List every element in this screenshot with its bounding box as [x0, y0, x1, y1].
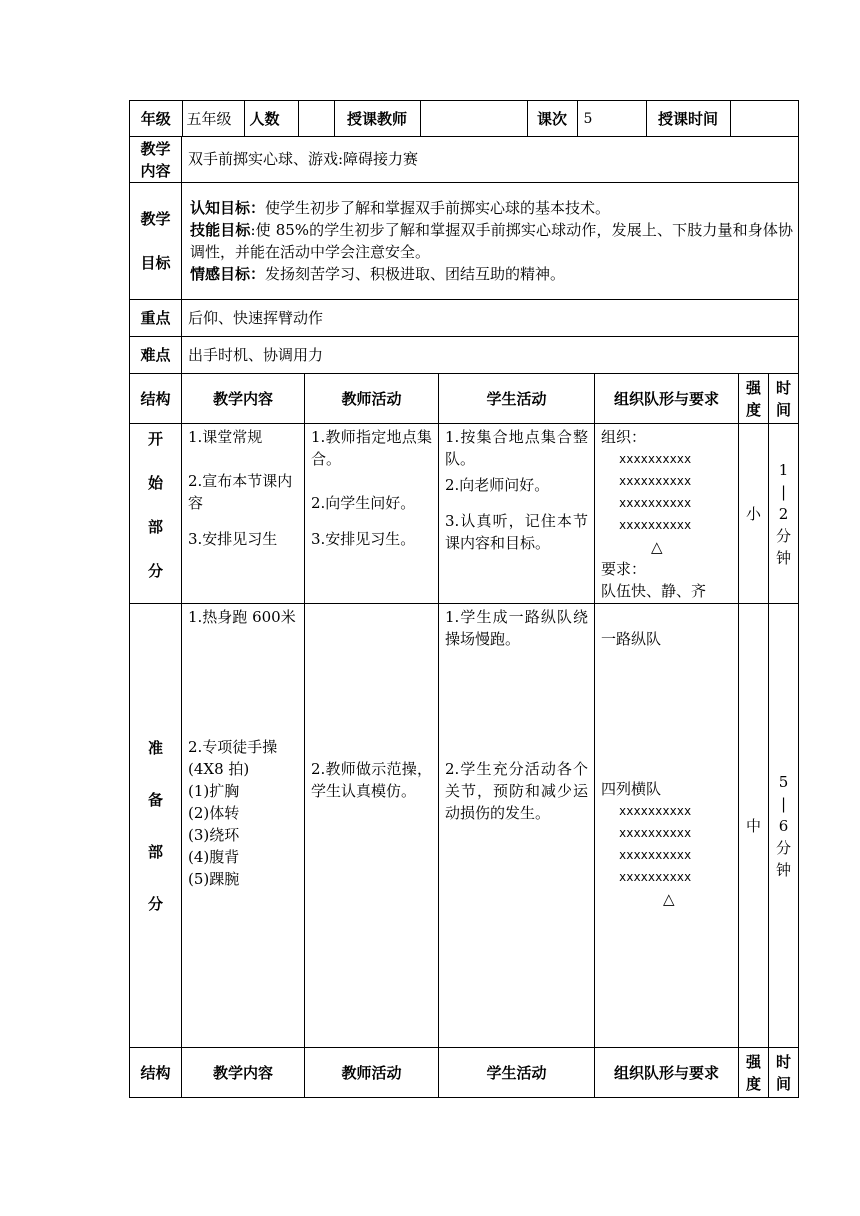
formation-row: xxxxxxxxxx: [619, 452, 692, 466]
col-teacher: 教师活动: [305, 374, 439, 424]
emotion-label: 情感目标：: [190, 265, 266, 283]
col-intensity: 强 度: [739, 1048, 769, 1098]
triangle-marker-icon: △: [651, 538, 663, 556]
skill-text: :使 85%的学生初步了解和掌握双手前掷实心球动作，发展上、下肢力量和身体协调性，并能在活动中学会注意安全。: [190, 221, 794, 261]
teacher-value: [420, 101, 527, 136]
time-label: 授课时间: [646, 101, 730, 136]
lesson-plan: [129, 100, 798, 1098]
section-start-content: 1.课堂常规 2.宣布本节课内容 3.安排见习生: [182, 424, 305, 604]
content-label: 教学 内容: [130, 137, 182, 183]
col-formation: 组织队形与要求: [595, 1048, 739, 1098]
formation-row: xxxxxxxxxx: [619, 870, 692, 884]
col-intensity: 强 度: [739, 374, 769, 424]
formation-row: xxxxxxxxxx: [619, 848, 692, 862]
section-prep-content: 1.热身跑 600米 2.专项徒手操(4X8 拍) (1)扩胸 (2)体转 (3)绕环 (4)腹背 (5)踝腕: [182, 604, 305, 1048]
section-start-formation: 组织： xxxxxxxxxx xxxxxxxxxx xxxxxxxxxx xxxxxxxxxx △ 要求： 队伍快、静、齐: [595, 424, 739, 604]
grade-value: 五年级: [182, 101, 244, 136]
formation-row: xxxxxxxxxx: [619, 474, 692, 488]
lesson-plan-table: [129, 100, 799, 1098]
section-prep-intensity: 中: [739, 604, 769, 1048]
section-prep-row: [130, 604, 799, 1048]
teacher-label: 授课教师: [346, 109, 407, 128]
section-start-teacher: 1.教师指定地点集合。 2.向学生问好。 3.安排见习生。: [305, 424, 439, 604]
section-prep-name: 准 备 部 分: [130, 604, 182, 1048]
exercise-item: (5)踝腕: [188, 870, 240, 888]
section-prep-formation: 一路纵队 四列横队 xxxxxxxxxx xxxxxxxxxx xxxxxxxxxx xxxxxxxxxx △: [595, 604, 739, 1048]
formation-row: xxxxxxxxxx: [619, 804, 692, 818]
section-prep-time: 5 | 6 分 钟: [769, 604, 799, 1048]
column-header-row-repeat: [130, 1048, 799, 1098]
section-start-time: 1 | 2 分 钟: [769, 424, 799, 604]
section-start-name: 开 始 部 分: [130, 424, 182, 604]
grade-label: 年级: [130, 101, 182, 136]
objectives-label: 教学 目标: [130, 183, 182, 300]
col-teacher: 教师活动: [305, 1048, 439, 1098]
content-value: 双手前掷实心球、游戏:障碍接力赛: [182, 137, 799, 183]
formation-row: xxxxxxxxxx: [619, 518, 692, 532]
lesson-label: 课次: [527, 101, 577, 136]
col-content: 教学内容: [182, 1048, 305, 1098]
formation-row: xxxxxxxxxx: [619, 826, 692, 840]
cognitive-text: 使学生初步了解和掌握双手前掷实心球的基本技术。: [265, 199, 611, 217]
difficulty-value: 出手时机、协调用力: [182, 337, 799, 374]
count-label: 人数: [244, 101, 298, 136]
col-time: 时 间: [769, 1048, 799, 1098]
key-point-value: 后仰、快速挥臂动作: [182, 300, 799, 337]
lesson-value: 5: [577, 101, 646, 136]
section-prep-teacher: 2.教师做示范操，学生认真模仿。: [305, 604, 439, 1048]
time-value: [730, 101, 797, 136]
col-structure: 结构: [130, 1048, 182, 1098]
col-formation: 组织队形与要求: [595, 374, 739, 424]
col-structure: 结构: [130, 374, 182, 424]
exercise-item: (1)扩胸: [188, 782, 240, 800]
difficulty-label: 难点: [130, 337, 182, 374]
formation-row: xxxxxxxxxx: [619, 496, 692, 510]
emotion-text: 发扬刻苦学习、积极进取、团结互助的精神。: [265, 265, 566, 283]
objectives-text: [182, 183, 799, 300]
col-content: 教学内容: [182, 374, 305, 424]
header-row: [130, 101, 797, 136]
section-prep-student: 1.学生成一路纵队绕操场慢跑。 2.学生充分活动各个关节，预防和减少运动损伤的发生。: [439, 604, 595, 1048]
section-start-student: 1.按集合地点集合整队。 2.向老师问好。 3.认真听，记住本节课内容和目标。: [439, 424, 595, 604]
skill-label: 技能目标: [190, 221, 251, 239]
exercise-item: (3)绕环: [188, 826, 240, 844]
key-point-label: 重点: [130, 300, 182, 337]
exercise-item: (4)腹背: [188, 848, 240, 866]
col-time: 时 间: [769, 374, 799, 424]
column-header-row: [130, 374, 799, 424]
triangle-marker-icon: △: [663, 890, 675, 908]
cognitive-label: 认知目标：: [190, 199, 266, 217]
section-start-row: [130, 424, 799, 604]
col-student: 学生活动: [439, 1048, 595, 1098]
col-student: 学生活动: [439, 374, 595, 424]
count-value: [298, 101, 334, 136]
exercise-item: (2)体转: [188, 804, 240, 822]
section-start-intensity: 小: [739, 424, 769, 604]
